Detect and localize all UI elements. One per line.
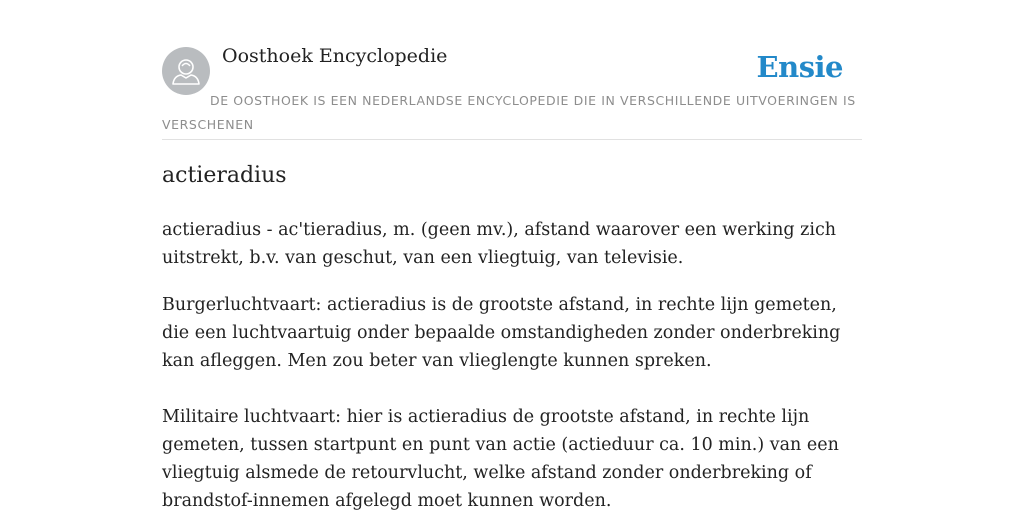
- article-paragraph: Militaire luchtvaart: hier is actieradius de grootste afstand, in rechte lijn gemeten, tussen startpunt en punt van actie (actieduur ca. 10 min.) van een vliegtuig alsmede de retourvlucht, welke afstand zonder onderbreking of brandstof-innemen afgelegd moet kunnen worden.: [162, 407, 839, 511]
- brand-logo[interactable]: Ensie: [756, 50, 843, 84]
- user-silhouette-icon: [162, 47, 210, 95]
- article-paragraph: Burgerluchtvaart: actieradius is de grootste afstand, in rechte lijn gemeten, die een luchtvaartuig onder bepaalde omstandigheden zonder onderbreking kan afleggen. Men zou beter van vlieglengte kunnen spreken.: [162, 295, 841, 371]
- site-tagline: DE OOSTHOEK IS EEN NEDERLANDSE ENCYCLOPEDIE DIE IN VERSCHILLENDE UITVOERINGEN IS VERSCHENEN: [162, 93, 856, 132]
- content-container: [162, 0, 862, 511]
- site-name[interactable]: Oosthoek Encyclopedie: [222, 45, 448, 67]
- avatar[interactable]: [162, 47, 210, 95]
- article-title: actieradius: [162, 163, 287, 188]
- article-paragraph: actieradius - ac'tieradius, m. (geen mv.), afstand waarover een werking zich uitstrekt, b.v. van geschut, van een vliegtuig, van televisie.: [162, 220, 837, 268]
- page-header: [162, 0, 862, 140]
